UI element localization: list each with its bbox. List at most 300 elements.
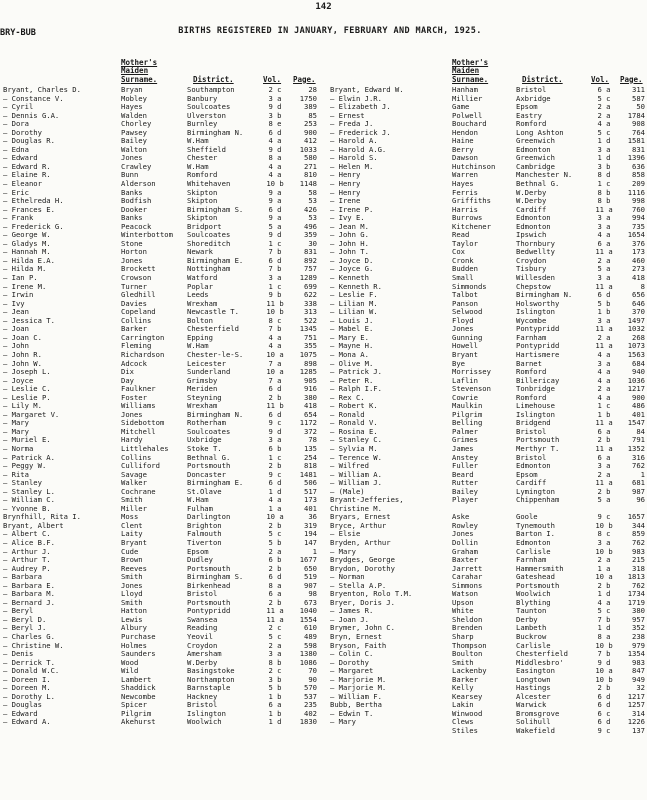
register-entry <box>330 300 645 309</box>
entry-name: — Dorothy <box>330 658 369 667</box>
entry-district: Southampton <box>187 86 235 94</box>
entry-name: — Frank <box>3 214 34 223</box>
entry-district: Bridport <box>187 222 222 231</box>
entry-volume: 10 a <box>595 573 613 582</box>
entry-district: Hammersmith <box>516 564 564 573</box>
entry-name: — John W. <box>3 359 42 368</box>
entry-name: — Mary <box>330 718 356 727</box>
entry-page: 537 <box>304 692 317 701</box>
register-entry <box>3 325 321 334</box>
entry-volume: 9 d <box>268 103 282 112</box>
entry-maiden-surname: Anstey <box>452 453 478 462</box>
register-entry <box>3 488 321 497</box>
entry-name: — William F. <box>330 692 382 701</box>
entry-name: — Joyce G. <box>330 265 374 274</box>
entry-name: — Freda J. <box>330 120 374 129</box>
entry-district: Grimsby <box>187 376 218 385</box>
entry-district: Uxbridge <box>187 436 222 445</box>
entry-page: 84 <box>636 427 645 436</box>
register-entry <box>330 428 645 437</box>
entry-page: 1554 <box>299 615 317 624</box>
entry-volume: 9 b <box>268 291 282 300</box>
entry-volume: 5 b <box>597 299 611 308</box>
entry-page: 215 <box>632 556 645 565</box>
register-entry <box>330 342 645 351</box>
page-number: 142 <box>315 2 332 12</box>
register-entry <box>330 103 645 112</box>
entry-volume: 8 b <box>597 197 611 206</box>
register-entry <box>3 223 321 232</box>
entry-volume: 8 b <box>268 658 282 667</box>
entry-volume: 6 a <box>268 701 282 710</box>
entry-page: 1657 <box>627 513 645 522</box>
entry-page: 85 <box>308 111 317 120</box>
register-entry <box>330 539 645 548</box>
entry-name: — Douglas <box>3 701 42 710</box>
entry-page: 338 <box>304 299 317 308</box>
entry-district: Alcester <box>516 692 551 701</box>
entry-name: Bryn, Ernest <box>330 633 382 641</box>
entry-page: 598 <box>304 641 317 650</box>
entry-volume: 2 a <box>268 641 282 650</box>
entry-maiden-surname: Millier <box>452 94 483 103</box>
entry-page: 496 <box>304 222 317 231</box>
entry-name: Bubb, Bertha <box>330 701 382 710</box>
entry-volume: 5 c <box>268 633 282 641</box>
entry-name: — John G. <box>330 231 369 240</box>
entry-volume: 6 d <box>597 291 611 300</box>
register-entry <box>3 556 321 565</box>
entry-maiden-surname: Bryant <box>121 538 147 547</box>
register-entry <box>330 718 645 727</box>
entry-volume: 5 c <box>597 128 611 137</box>
entry-maiden-surname: Barker <box>452 675 478 684</box>
entry-name: Bryer, Doris J. <box>330 598 395 607</box>
entry-district: Whitehaven <box>187 180 231 189</box>
register-entry <box>330 206 645 215</box>
entry-volume: 2 b <box>268 598 282 607</box>
register-entry <box>330 693 645 702</box>
entry-page: 1352 <box>627 444 645 453</box>
entry-page: 916 <box>304 385 317 394</box>
register-entry <box>3 650 321 659</box>
entry-name: — Gladys M. <box>3 239 51 248</box>
entry-name: Bryce, Arthur <box>330 521 387 530</box>
entry-maiden-surname: Haine <box>452 137 474 146</box>
entry-district: Doncaster <box>187 470 226 479</box>
register-entry <box>330 599 645 608</box>
entry-district: Billericay <box>516 376 560 385</box>
entry-name: — Douglas R. <box>3 137 55 146</box>
entry-page: 998 <box>632 197 645 206</box>
register-entry <box>3 137 321 146</box>
surname-range: BRY-BUB <box>0 28 36 38</box>
register-entry <box>3 642 321 651</box>
entry-page: 98 <box>308 590 317 599</box>
entry-volume: 1 d <box>597 137 611 146</box>
entry-volume: 6 a <box>597 427 611 436</box>
register-entry <box>330 351 645 360</box>
entry-volume: 6 a <box>597 453 611 462</box>
register-entry <box>330 642 645 651</box>
entry-page: 418 <box>632 274 645 283</box>
entry-district: Bromsgrove <box>516 709 560 718</box>
entry-name: — Joan J. <box>330 615 369 624</box>
register-entry <box>3 197 321 206</box>
register-entry <box>330 676 645 685</box>
entry-page: 418 <box>304 402 317 411</box>
entry-name: — Bernard J. <box>3 598 55 607</box>
entry-district: Islington <box>187 709 226 718</box>
entry-name: — Mary <box>330 547 356 556</box>
entry-volume: 4 a <box>597 598 611 607</box>
entry-name: — Arthur T. <box>3 556 51 565</box>
entry-name: — Sylvia M. <box>330 444 378 453</box>
entry-page: 1036 <box>627 376 645 385</box>
entry-volume: 6 d <box>268 205 282 214</box>
register-entry <box>3 265 321 274</box>
entry-page: 751 <box>304 333 317 342</box>
entry-name: — Charles G. <box>3 633 55 641</box>
entry-name: — Barbara <box>3 573 42 582</box>
entry-page: 70 <box>308 667 317 676</box>
register-entry <box>330 684 645 693</box>
entry-district: Woolwich <box>187 718 222 727</box>
register-entry <box>3 385 321 394</box>
entry-page: 517 <box>304 487 317 496</box>
entry-page: 1148 <box>299 180 317 189</box>
entry-volume: 11 a <box>595 342 613 351</box>
entry-maiden-surname: Laflin <box>452 376 478 385</box>
entry-maiden-surname: Fuller <box>452 462 478 471</box>
entry-district: St.Olave <box>187 487 222 496</box>
entry-volume: 3 a <box>597 538 611 547</box>
entry-district: W.Derby <box>187 658 218 667</box>
entry-name: Bryson, Faith <box>330 641 387 650</box>
entry-page: 90 <box>308 675 317 684</box>
entry-name: — Frances E. <box>3 205 55 214</box>
entry-name: Brynfhill, Rita I. <box>3 513 81 522</box>
entry-maiden-surname: Collins <box>121 453 152 462</box>
entry-name: — Mabel E. <box>330 325 374 334</box>
entry-maiden-surname: Brockett <box>121 265 156 274</box>
entry-maiden-surname: Taylor <box>452 239 478 248</box>
entry-district: Swansea <box>187 615 218 624</box>
entry-district: Edmonton <box>516 222 551 231</box>
entry-district: Edmonton <box>516 145 551 154</box>
entry-district: Dudley <box>187 556 213 565</box>
register-entry <box>3 710 321 719</box>
register-entry <box>330 180 645 189</box>
entry-page: 135 <box>304 444 317 453</box>
entry-maiden-surname: Thompson <box>452 641 487 650</box>
register-entry <box>330 95 645 104</box>
entry-volume: 7 b <box>597 650 611 659</box>
register-entry <box>330 248 645 257</box>
entry-district: Croydon <box>187 641 218 650</box>
entry-volume: 4 a <box>597 120 611 129</box>
register-entry <box>330 171 645 180</box>
entry-maiden-surname: Culliford <box>121 462 160 471</box>
entry-district: Romford <box>516 120 547 129</box>
left-column <box>3 52 321 727</box>
entry-district: Portsmouth <box>187 564 231 573</box>
entry-maiden-surname: Hayes <box>452 180 474 189</box>
entry-district: Falmouth <box>187 530 222 539</box>
entry-page: 905 <box>304 376 317 385</box>
entry-volume: 4 a <box>268 496 282 505</box>
entry-maiden-surname: Day <box>121 376 134 385</box>
entry-volume: 2 a <box>597 385 611 394</box>
register-entry <box>3 129 321 138</box>
header-district: District. <box>193 74 234 84</box>
entry-page: 1481 <box>299 470 317 479</box>
entry-district: Taunton <box>516 607 547 616</box>
entry-page: 209 <box>632 180 645 189</box>
entry-volume: 3 a <box>597 359 611 368</box>
entry-name: — Norma <box>3 444 34 453</box>
entry-district: Epping <box>187 333 213 342</box>
entry-page: 1075 <box>299 350 317 359</box>
entry-page: 1217 <box>627 692 645 701</box>
entry-name: — John <box>3 342 29 351</box>
entry-volume: 5 b <box>268 538 282 547</box>
entry-name: — Mary E. <box>330 333 369 342</box>
entry-maiden-surname: Hardy <box>121 436 143 445</box>
entry-name: Bryden, Arthur <box>330 538 391 547</box>
right-column-header <box>330 52 645 86</box>
entry-volume: 9 c <box>268 470 282 479</box>
entry-name: — Dorothy L. <box>3 692 55 701</box>
entry-page: 760 <box>632 205 645 214</box>
entry-page: 646 <box>632 299 645 308</box>
entry-page: 319 <box>304 521 317 530</box>
entry-maiden-surname: Cronk <box>452 256 474 265</box>
entry-maiden-surname: Dix <box>121 368 134 377</box>
entry-name: — John H. <box>330 239 369 248</box>
entry-volume: 1 d <box>268 718 282 727</box>
entry-maiden-surname: Banks <box>121 214 143 223</box>
entry-name: Christine M. <box>330 504 382 513</box>
register-entry <box>3 342 321 351</box>
entry-name: — Leslie P. <box>3 393 51 402</box>
entry-maiden-surname: Walton <box>121 145 147 154</box>
entry-name: — Joyce <box>3 376 34 385</box>
entry-maiden-surname: Polwell <box>452 111 483 120</box>
entry-name: — Dora <box>3 120 29 129</box>
register-entry <box>3 445 321 454</box>
entry-maiden-surname: Miller <box>121 504 147 513</box>
entry-maiden-surname: Grimes <box>452 436 478 445</box>
entry-name: — Elwin J.R. <box>330 94 382 103</box>
register-entry <box>3 454 321 463</box>
entry-maiden-surname: Bailey <box>121 137 147 146</box>
entry-district: Basingstoke <box>187 667 235 676</box>
entry-page: 983 <box>632 547 645 556</box>
register-entry <box>3 616 321 625</box>
entry-page: 810 <box>304 171 317 180</box>
entry-name: — Edward R. <box>3 162 51 171</box>
register-entry <box>330 616 645 625</box>
entry-volume: 8 a <box>597 633 611 641</box>
register-entry <box>3 86 321 95</box>
entry-name: — Beryl J. <box>3 624 47 633</box>
entry-maiden-surname: Hutchinson <box>452 162 496 171</box>
entry-district: Derby <box>516 615 538 624</box>
entry-volume: 2 a <box>597 470 611 479</box>
entry-volume: 3 a <box>597 274 611 283</box>
entry-name: Bryant-Jefferies, <box>330 496 404 505</box>
entry-maiden-surname: Aske <box>452 513 470 522</box>
header-maiden-surname: Mother's Maiden Surname. <box>452 57 489 84</box>
entry-maiden-surname: Peacock <box>121 222 152 231</box>
entry-district: Romford <box>187 171 218 180</box>
entry-district: Wycombe <box>516 316 547 325</box>
entry-name: — Joyce D. <box>330 256 374 265</box>
entry-name: — Elsie <box>330 530 361 539</box>
entry-maiden-surname: Turner <box>121 282 147 291</box>
entry-page: 370 <box>632 308 645 317</box>
entry-volume: 6 d <box>268 385 282 394</box>
entry-maiden-surname: Pawsey <box>121 128 147 137</box>
entry-district: Carlisle <box>516 641 551 650</box>
entry-name: — Mary <box>3 419 29 428</box>
entry-maiden-surname: Ferris <box>452 188 478 197</box>
entry-page: 58 <box>308 188 317 197</box>
entry-maiden-surname: Fleming <box>121 342 152 351</box>
entry-name: — Edwin T. <box>330 709 374 718</box>
entry-district: Romford <box>516 368 547 377</box>
entry-name: — Patrick A. <box>3 453 55 462</box>
register-entry <box>330 189 645 198</box>
entry-district: Poplar <box>187 282 213 291</box>
entry-volume: 9 a <box>268 197 282 206</box>
entry-district: Romford <box>516 393 547 402</box>
entry-page: 273 <box>632 265 645 274</box>
register-entry <box>3 573 321 582</box>
entry-maiden-surname: Jones <box>452 325 474 334</box>
entry-maiden-surname: Lloyd <box>121 590 143 599</box>
entry-page: 1719 <box>627 598 645 607</box>
register-entry <box>330 154 645 163</box>
register-entry <box>3 599 321 608</box>
entry-volume: 11 a <box>595 205 613 214</box>
entry-volume: 9 c <box>268 419 282 428</box>
entry-district: Chester <box>187 154 218 163</box>
entry-name: — Stanley <box>3 479 42 488</box>
entry-district: Bedwellty <box>516 248 555 257</box>
entry-district: Solihull <box>516 718 551 727</box>
entry-name: — Henry <box>330 180 361 189</box>
register-entry <box>330 240 645 249</box>
entry-district: Holsworthy <box>516 299 560 308</box>
entry-district: Thornbury <box>516 239 555 248</box>
entry-page: 36 <box>308 513 317 522</box>
entry-maiden-surname: Holmes <box>121 641 147 650</box>
entry-page: 762 <box>632 462 645 471</box>
entry-maiden-surname: Banks <box>121 188 143 197</box>
register-entry <box>330 667 645 676</box>
entry-page: 994 <box>632 214 645 223</box>
entry-maiden-surname: Panson <box>452 299 478 308</box>
entry-volume: 4 a <box>597 376 611 385</box>
entry-district: Bethnal G. <box>516 180 560 189</box>
entry-name: — Lilian M. <box>330 299 378 308</box>
entry-maiden-surname: Bouchard <box>452 120 487 129</box>
entry-volume: 9 d <box>268 145 282 154</box>
entry-volume: 1 b <box>597 410 611 419</box>
entry-name: — Terence W. <box>330 453 382 462</box>
entry-district: Birmingham E. <box>187 256 244 265</box>
register-entry <box>330 377 645 386</box>
entry-district: Northampton <box>187 675 235 684</box>
entry-maiden-surname: Player <box>452 496 478 505</box>
entry-name: — Irwin <box>3 291 34 300</box>
entry-volume: 2 b <box>597 487 611 496</box>
entry-volume: 2 a <box>597 256 611 265</box>
entry-maiden-surname: Smith <box>121 598 143 607</box>
entry-name: — Edna <box>3 145 29 154</box>
entry-maiden-surname: Jarrett <box>452 564 483 573</box>
entry-name: — Helen M. <box>330 162 374 171</box>
register-entry <box>3 411 321 420</box>
register-entry <box>330 522 645 531</box>
entry-name: — Mona A. <box>330 350 369 359</box>
entry-page: 892 <box>304 256 317 265</box>
entry-maiden-surname: Lewis <box>121 615 143 624</box>
register-entry <box>330 163 645 172</box>
entry-page: 376 <box>632 239 645 248</box>
entry-maiden-surname: Williams <box>121 402 156 411</box>
entry-volume: 10 a <box>266 350 284 359</box>
register-entry <box>3 496 321 505</box>
entry-district: Islington <box>516 410 555 419</box>
entry-name: — Barbara M. <box>3 590 55 599</box>
entry-maiden-surname: Read <box>452 231 470 240</box>
entry-name: — Eric <box>3 188 29 197</box>
entry-district: Ulverston <box>187 111 226 120</box>
entry-district: Skipton <box>187 188 218 197</box>
register-entry <box>330 223 645 232</box>
register-entry <box>330 650 645 659</box>
register-entry <box>330 291 645 300</box>
register-entry <box>330 274 645 283</box>
register-entry <box>330 496 645 505</box>
entry-page: 1226 <box>627 718 645 727</box>
entry-volume: 5 c <box>597 607 611 616</box>
entry-page: 253 <box>304 120 317 129</box>
entry-name: — Elizabeth J. <box>330 103 391 112</box>
entry-district: Bristol <box>516 427 547 436</box>
entry-volume: 1 c <box>597 180 611 189</box>
entry-maiden-surname: Stiles <box>452 727 478 736</box>
entry-name: — Jean M. <box>330 222 369 231</box>
entry-volume: 10 a <box>595 667 613 676</box>
entry-name: — Irene P. <box>330 205 374 214</box>
entry-name: — Peggy W. <box>3 462 47 471</box>
entry-page: 1813 <box>627 573 645 582</box>
entry-name: — Harold A. <box>330 137 378 146</box>
entry-volume: 2 b <box>268 393 282 402</box>
entry-page: 173 <box>304 496 317 505</box>
entry-page: 238 <box>632 633 645 641</box>
entry-volume: 9 c <box>597 513 611 522</box>
entry-name: — Audrey P. <box>3 564 51 573</box>
entry-name: — Colin C. <box>330 650 374 659</box>
entry-page: 1547 <box>627 419 645 428</box>
entry-district: Epsom <box>516 470 538 479</box>
entry-district: Goole <box>516 513 538 522</box>
